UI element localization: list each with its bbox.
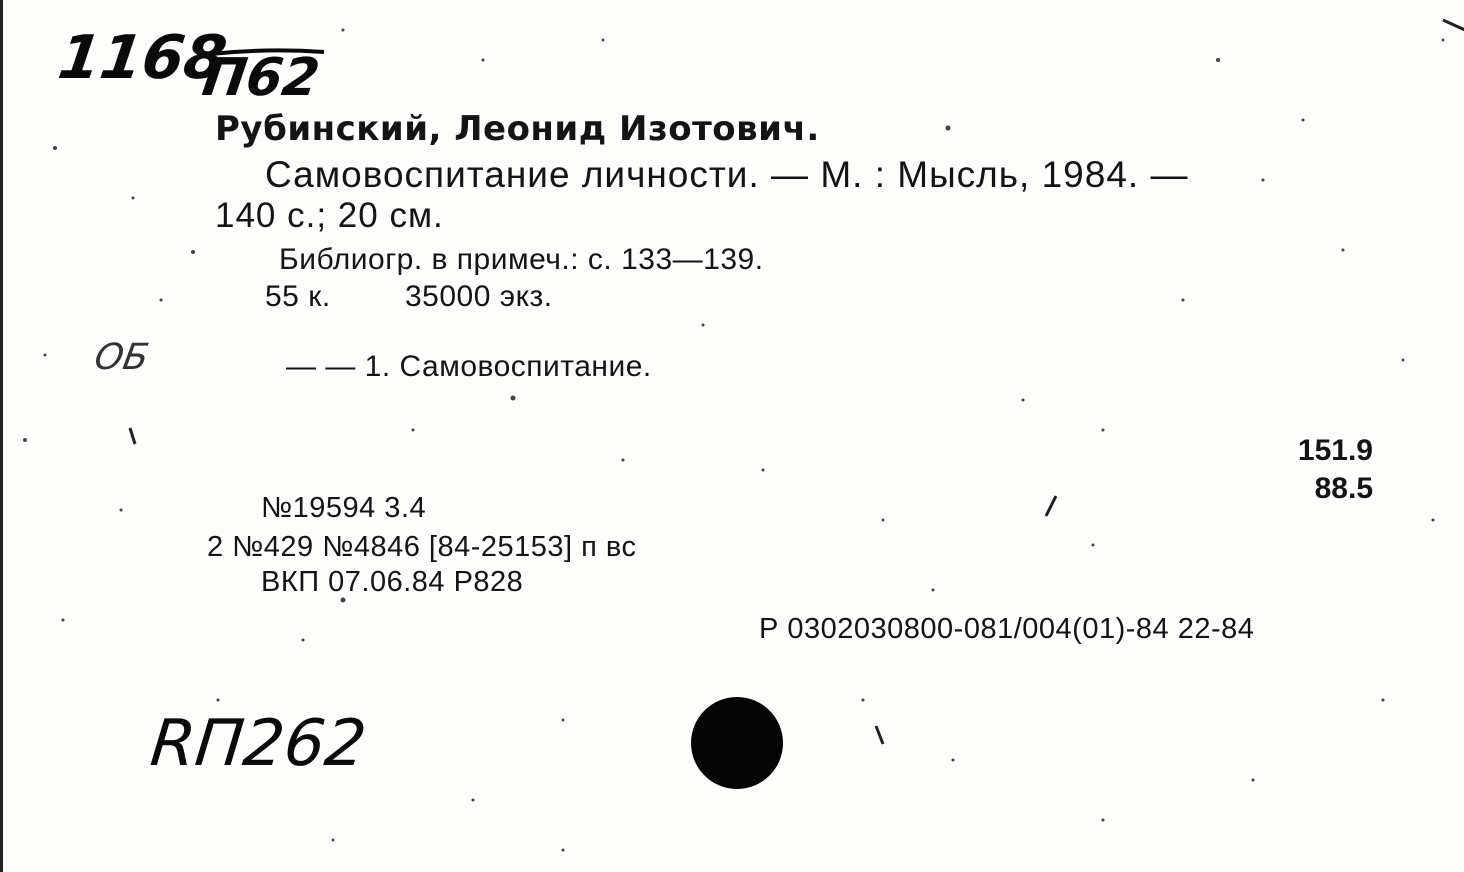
registry-line-1: №19594 3.4 <box>261 492 427 524</box>
registry-line-3: ВКП 07.06.84 Р828 <box>261 566 524 598</box>
print-run: 35000 экз. <box>405 280 553 313</box>
bibliography-note: Библиогр. в примеч.: с. 133—139. <box>279 243 764 276</box>
handwritten-shelfmark: П62 <box>198 48 324 108</box>
author-heading: Рубинский, Леонид Изотович. <box>215 109 820 149</box>
publisher-index: Р 0302030800-081/004(01)-84 22-84 <box>759 613 1255 645</box>
handwritten-margin-mark: ОБ <box>91 337 152 378</box>
classification-code-2: 88.5 <box>1314 472 1373 505</box>
shelfmark-overline <box>208 46 328 58</box>
handwritten-bottom-code: RП262 <box>147 707 370 781</box>
physical-description: 140 с.; 20 см. <box>215 196 444 235</box>
handwritten-number: 1168 <box>54 23 231 93</box>
classification-code-1: 151.9 <box>1297 434 1373 467</box>
subject-heading: — — 1. Самовоспитание. <box>286 350 652 383</box>
title-statement: Самовоспитание личности. — М. : Мысль, 1984. — <box>265 154 1189 195</box>
punch-hole <box>691 697 783 789</box>
price: 55 к. <box>265 280 331 313</box>
registry-line-2: 2 №429 №4846 [84-25153] п вс <box>207 531 637 563</box>
